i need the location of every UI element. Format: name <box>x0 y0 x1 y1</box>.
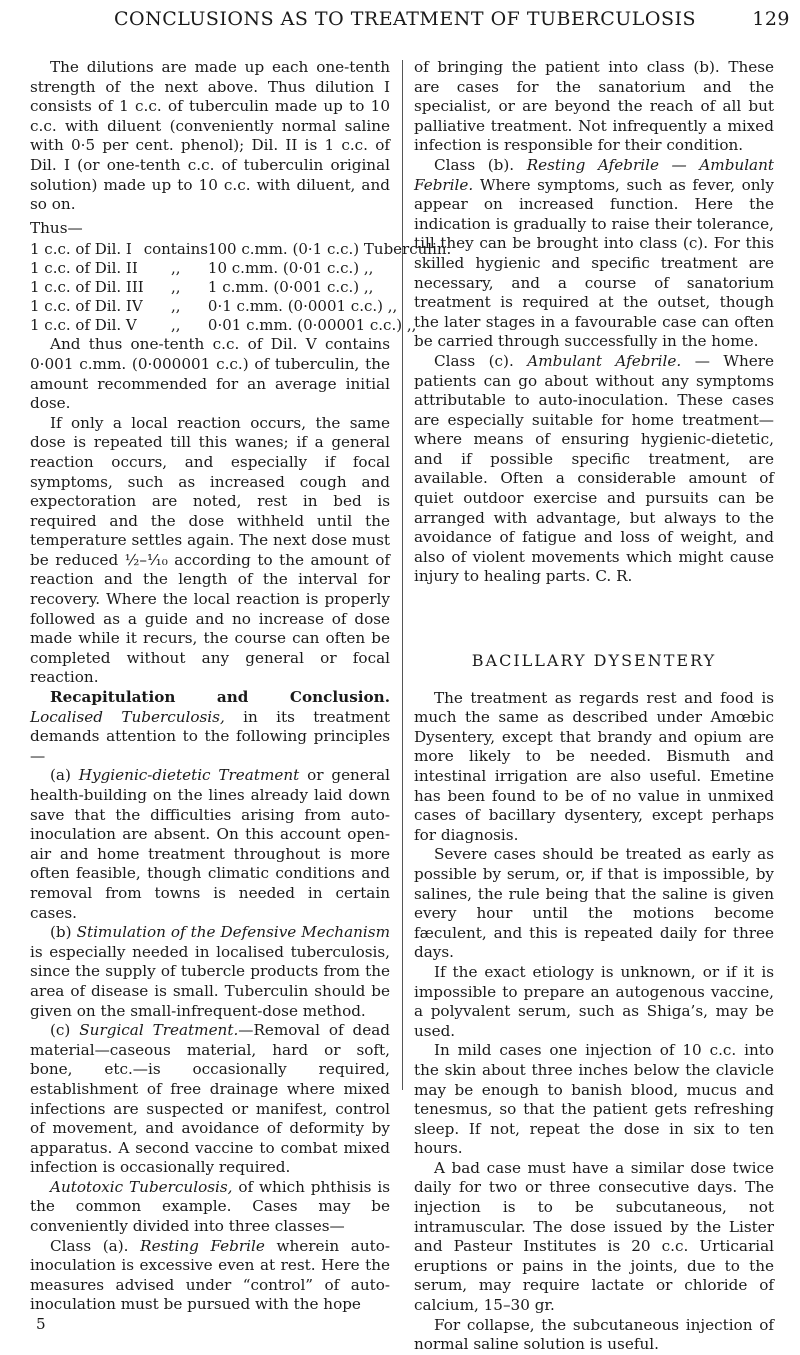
text: of which phthisis is the common example. Cases may be conveniently divided into three classes— <box>30 1177 390 1236</box>
thus-label: Thus— <box>30 218 83 237</box>
paragraph: A bad case must have a similar dose twice daily for two or three consecutive days. The injection is to be subcutaneous, not intramuscular. The dose issued by the Lister and Pasteur Institutes is 20 c.c. Urticarial eruptions or pains in the joints, due to the serum, may require lactate or chloride of calcium, 15–30 gr. <box>414 1158 774 1315</box>
italic-term: Localised Tuberculosis, <box>30 707 225 726</box>
left-column <box>30 58 452 1335</box>
paragraph: The dilutions are made up each one-tenth strength of the next above. Thus dilution I consists of 1 c.c. of tuberculin made up to 10 c.c. with diluent (conveniently normal saline with 0·5 per cent. phenol); Dil. II is 1 c.c. of Dil. I (or one-tenth c.c. of tuberculin original solution) made up to 10 c.c. with diluent, and so on. <box>30 58 390 214</box>
dilution-cell: 1 c.c. of Dil. IV <box>30 297 143 316</box>
text: Where symptoms, such as fever, only appear on increased function. Here the indication is gradually to raise their tolerance, till they can be brought into class (c). For this skilled hygienic and specific treatment are necessary, and a course of sanatorium treatment is required at the outset, though the later stages in a favourable case can often be carried through successfully in the home. <box>414 175 774 351</box>
dilution-cell: 100 c.mm. (0·1 c.c.) Tuberculin. <box>207 240 452 259</box>
paragraph <box>414 352 774 587</box>
text: —Removal of dead material—caseous material, hard or soft, bone, etc.—is occasionally required, establishment of free drainage where mixed infections are suspected or manifest, control of movement, and avoidance of deformity by apparatus. A second vaccine to combat mixed infection is occasionally required. <box>30 1021 390 1177</box>
list-label: (a) <box>50 766 79 785</box>
dilution-cell: 1 c.c. of Dil. III <box>30 278 144 297</box>
paragraph: of bringing the patient into class (b). These are cases for the sanatorium and the specialist, or are beyond the reach of all but palliative treatment. Not infrequently a mixed infection is responsible for their condition. <box>414 58 774 155</box>
text: wherein auto-inoculation is excessive even at rest. Here the measures advised under “control” of auto-inoculation must be pursued with the hope <box>30 1236 390 1314</box>
italic-term: Resting Afebrile — Ambulant Febrile. <box>414 155 774 194</box>
page-number: 129 <box>752 8 790 30</box>
dilution-row <box>30 316 451 335</box>
dilution-cell: 1 c.c. of Dil. V <box>30 316 137 335</box>
dilution-cell: 0·1 c.mm. (0·0001 c.c.) ,, <box>207 297 398 316</box>
text: is especially needed in localised tuberculosis, since the supply of tubercle products from the area of disease is small. Tuberculin should be given on the small-infrequent-dose method. <box>30 942 390 1020</box>
list-label: (b) <box>50 923 77 942</box>
dilution-row <box>30 278 451 297</box>
dilution-cell: 1 c.c. of Dil. I <box>30 240 132 259</box>
italic-term: Stimulation of the Defensive Mechanism <box>76 923 390 942</box>
paragraph <box>30 1237 390 1315</box>
running-header <box>40 8 790 30</box>
list-label: Class (c). <box>434 351 528 370</box>
dilution-row <box>30 240 451 259</box>
bold-heading: Recapitulation and Conclusion. <box>50 688 390 707</box>
list-label: Class (b). <box>434 155 527 174</box>
dilution-cell: ,, <box>171 316 181 335</box>
italic-term: Hygienic-dietetic Treatment <box>78 766 300 785</box>
author-initials: C. R. <box>595 567 633 586</box>
header-title: CONCLUSIONS AS TO TREATMENT OF TUBERCULOSIS <box>114 8 696 30</box>
dilution-cell: ,, <box>171 259 181 278</box>
paragraph: For collapse, the subcutaneous injection of normal saline solution is useful. <box>414 1315 774 1354</box>
paragraph: If only a local reaction occurs, the same dose is repeated till this wanes; if a general reaction occurs, and especially if focal symptoms, such as increased cough and expectoration are noted, rest in bed is required and the dose withheld until the temperature settles again. The next dose must be reduced ½–¹⁄₁₀ according to the amount of reaction and the length of the interval for recovery. Where the local reaction is properly followed as a guide and no increase of dose made while it recurs, the course can often be completed without any general or focal reaction. <box>30 413 390 687</box>
dilution-cell: 1 c.mm. (0·001 c.c.) ,, <box>207 278 374 297</box>
italic-term: Resting Febrile <box>140 1236 265 1255</box>
italic-term: Surgical Treatment. <box>79 1021 239 1040</box>
text: — Where patients can go about without any symptoms attributable to auto-inoculation. These cases are especially suitable for home treatment—where means of ensuring hygienic-dietetic, and if possible specific treatment, are available. Often a considerable amount of quiet outdoor exercise and pursuits can be arranged with advantage, but always to the avoidance of fatigue and loss of weight, and also of violent movements which might cause injury to healing parts. <box>414 351 774 586</box>
paragraph <box>414 156 774 352</box>
dilution-cell: ,, <box>171 278 181 297</box>
paragraph <box>30 1021 390 1178</box>
dilution-table <box>30 240 451 335</box>
dilution-row <box>30 297 451 316</box>
section-title: BACILLARY DYSENTERY <box>471 651 717 671</box>
dilution-cell: 0·01 c.mm. (0·00001 c.c.) ,, <box>207 316 417 335</box>
dilution-cell: contains <box>143 240 208 259</box>
text: in its treatment demands attention to the following principles— <box>30 707 390 765</box>
paragraph: Severe cases should be treated as early as possible by serum, or, if that is impossible, by salines, the rule being that the saline is given every hour until the motions become fæculent, and this is repeated daily for three days. <box>414 845 774 962</box>
dilution-row <box>30 259 451 278</box>
signature-mark: 5 <box>36 1315 46 1334</box>
paragraph: In mild cases one injection of 10 c.c. into the skin about three inches below the clavicle may be enough to banish blood, mucus and tenesmus, so that the patient gets refreshing sleep. If not, repeat the dose in six to ten hours. <box>414 1041 774 1158</box>
paragraph: If the exact etiology is unknown, or if it is impossible to prepare an autogenous vaccine, a polyvalent serum, such as Shiga’s, may be used. <box>414 962 774 1040</box>
dilution-cell: 1 c.c. of Dil. II <box>30 259 138 278</box>
paragraph <box>30 766 390 923</box>
list-label: Class (a). <box>50 1236 141 1255</box>
right-column <box>414 58 774 1355</box>
paragraph <box>30 1178 390 1237</box>
column-divider <box>402 60 403 1090</box>
paragraph: And thus one-tenth c.c. of Dil. V contains 0·001 c.mm. (0·000001 c.c.) of tuberculin, the amount recommended for an average initial dose. <box>30 335 390 413</box>
dilution-cell: ,, <box>171 297 181 316</box>
dilution-cell: 10 c.mm. (0·01 c.c.) ,, <box>207 259 374 278</box>
italic-term: Autotoxic Tuberculosis, <box>50 1177 233 1196</box>
italic-term: Ambulant Afebrile. <box>527 351 682 370</box>
paragraph: The treatment as regards rest and food is much the same as described under Amœbic Dysentery, except that brandy and opium are more likely to be needed. Bismuth and intestinal irrigation are also useful. Emetine has been found to be of no value in unmixed cases of bacillary dysentery, except perhaps for diagnosis. <box>414 688 774 844</box>
text: or general health-building on the lines already laid down save that the difficulties arising from auto-inoculation are absent. On this account open-air and home treatment throughout is more often feasible, though climatic conditions and removal from towns is needed in certain cases. <box>30 766 390 922</box>
paragraph <box>30 688 390 766</box>
list-label: (c) <box>50 1021 80 1040</box>
paragraph <box>30 923 390 1021</box>
